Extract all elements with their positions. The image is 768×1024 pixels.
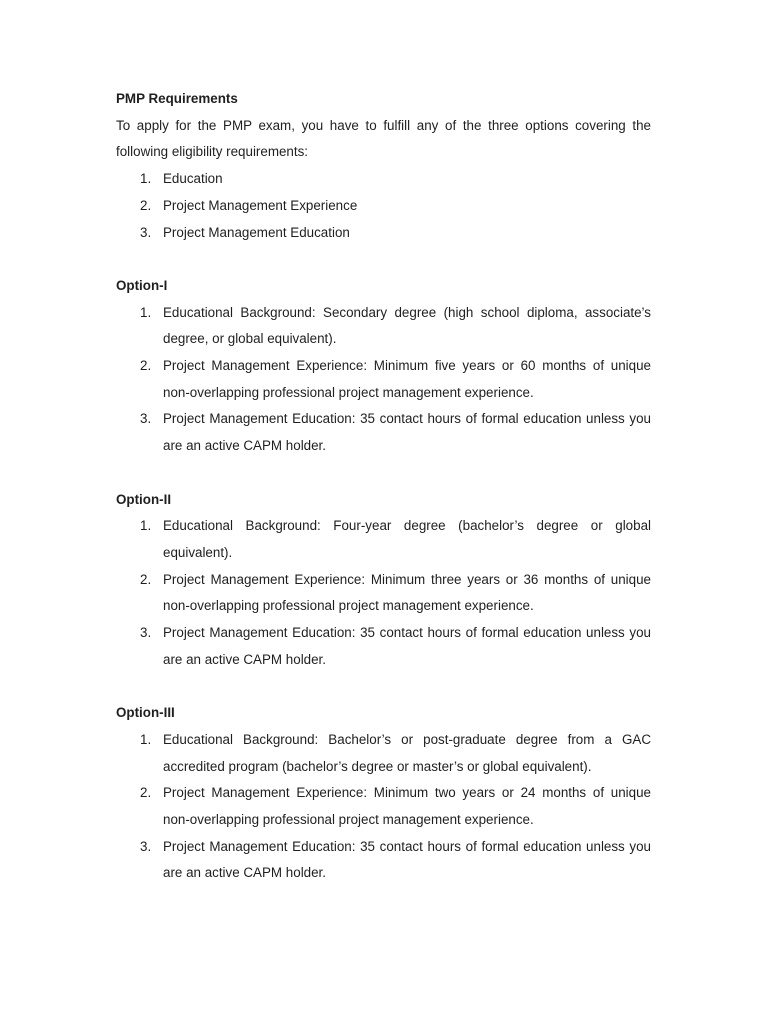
list-item [116, 727, 651, 780]
intro-paragraph: To apply for the PMP exam, you have to fulfill any of the three options covering the following eligibility requirements: [116, 117, 651, 160]
list-number: 2. [140, 197, 152, 213]
list-item [116, 166, 651, 193]
list-item-text: Project Management Education: 35 contact hours of formal education unless you are an active CAPM holder. [163, 838, 651, 881]
list-item-text: Project Management Experience: Minimum five years or 60 months of unique non-overlapping professional project management experience. [163, 358, 651, 400]
list-item [116, 193, 651, 220]
list-item-text: Project Management Education [163, 224, 350, 240]
list-item [116, 406, 651, 459]
document-page [116, 86, 651, 887]
list-number: 3. [140, 411, 152, 427]
list-item-text: Project Management Education: 35 contact hours of formal education unless you are an active CAPM holder. [163, 411, 651, 454]
list-item-text: Project Management Experience: Minimum three years or 36 months of unique non-overlapping professional project management experience. [163, 571, 651, 614]
requirements-list [116, 166, 651, 246]
list-number: 1. [140, 518, 152, 534]
list-item [116, 353, 651, 406]
list-item [116, 567, 651, 620]
option-2-heading: Option-II [116, 491, 172, 507]
list-item [116, 513, 651, 566]
list-item [116, 300, 651, 353]
option-3-list [116, 727, 651, 887]
list-item [116, 220, 651, 247]
list-item [116, 780, 651, 833]
list-number: 1. [140, 171, 152, 187]
page-title: PMP Requirements [116, 91, 238, 106]
list-item [116, 834, 651, 887]
option-2-list [116, 513, 651, 673]
list-number: 1. [140, 731, 152, 747]
list-number: 3. [140, 625, 152, 641]
option-3-heading: Option-III [116, 705, 175, 721]
list-number: 2. [140, 785, 152, 801]
list-item-text: Educational Background: Four-year degree (bachelor’s degree or global equivalent). [163, 518, 651, 560]
list-number: 3. [140, 224, 152, 240]
list-item-text: Educational Background: Bachelor’s or post-graduate degree from a GAC accredited program (bachelor’s degree or master’s or global equivalent). [163, 731, 651, 774]
list-number: 1. [140, 304, 152, 320]
option-1-list [116, 300, 651, 460]
list-item-text: Education [163, 171, 223, 187]
list-item-text: Project Management Education: 35 contact hours of formal education unless you are an active CAPM holder. [163, 625, 651, 667]
list-item-text: Project Management Experience [163, 197, 358, 213]
option-1-heading: Option-I [116, 277, 168, 293]
list-item [116, 620, 651, 673]
list-number: 3. [140, 838, 152, 854]
list-number: 2. [140, 358, 152, 374]
list-item-text: Project Management Experience: Minimum two years or 24 months of unique non-overlapping professional project management experience. [163, 785, 651, 827]
list-item-text: Educational Background: Secondary degree (high school diploma, associate’s degree, or global equivalent). [163, 304, 651, 347]
list-number: 2. [140, 571, 152, 587]
